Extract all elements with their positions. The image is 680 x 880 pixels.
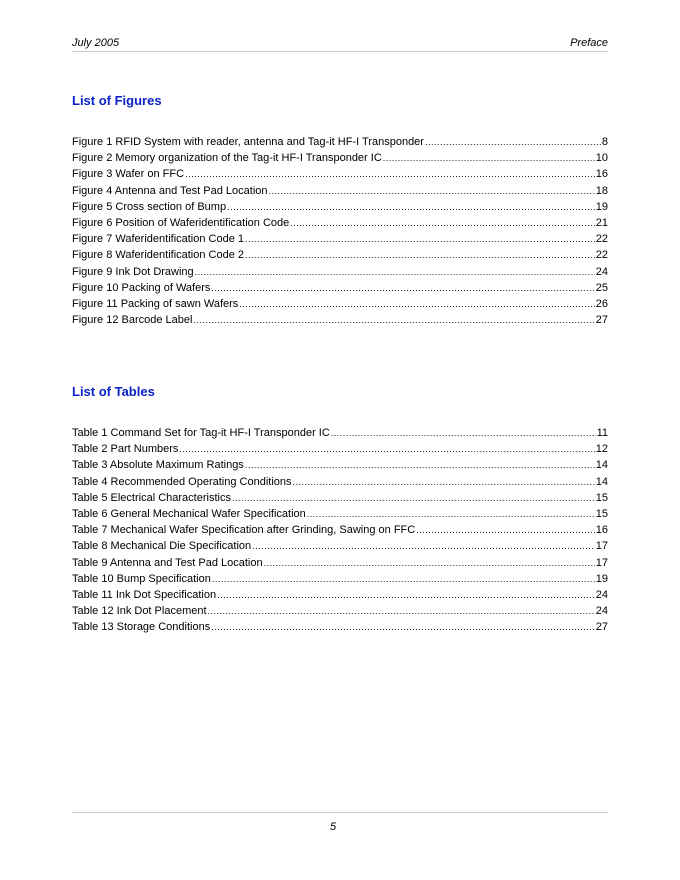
figure-entry-label: Figure 3 Wafer on FFC bbox=[72, 168, 185, 181]
table-entry[interactable] bbox=[72, 619, 608, 635]
header-date: July 2005 bbox=[72, 37, 120, 49]
dot-leader bbox=[212, 571, 595, 587]
table-entry-page: 14 bbox=[595, 459, 608, 472]
dot-leader bbox=[290, 215, 594, 231]
figure-entry-label: Figure 7 Waferidentification Code 1 bbox=[72, 233, 245, 246]
figure-entry[interactable] bbox=[72, 264, 608, 280]
table-entry-label: Table 9 Antenna and Test Pad Location bbox=[72, 556, 263, 569]
table-entry-page: 19 bbox=[595, 572, 608, 585]
figure-entry-label: Figure 8 Waferidentification Code 2 bbox=[72, 249, 245, 262]
dot-leader bbox=[211, 280, 594, 296]
table-entry-label: Table 7 Mechanical Wafer Specification after Grinding, Sawing on FFC bbox=[72, 524, 416, 537]
figure-entry-label: Figure 1 RFID System with reader, antenna and Tag-it HF-I Transponder bbox=[72, 136, 424, 148]
figure-entry[interactable] bbox=[72, 312, 608, 328]
figure-entry-label: Figure 2 Memory organization of the Tag-it HF-I Transponder IC bbox=[72, 152, 382, 165]
dot-leader bbox=[232, 490, 595, 506]
figure-entry-label: Figure 4 Antenna and Test Pad Location bbox=[72, 184, 268, 197]
dot-leader bbox=[217, 587, 595, 603]
figure-entry-page: 26 bbox=[595, 297, 608, 310]
figure-entry[interactable] bbox=[72, 166, 608, 182]
figure-entry-page: 18 bbox=[595, 184, 608, 197]
figure-entry[interactable] bbox=[72, 134, 608, 150]
dot-leader bbox=[195, 264, 595, 280]
table-entry[interactable] bbox=[72, 425, 608, 441]
dot-leader bbox=[179, 441, 594, 457]
figure-entry-page: 24 bbox=[595, 265, 608, 278]
dot-leader bbox=[245, 231, 595, 247]
table-entry-page: 17 bbox=[595, 556, 608, 569]
table-entry[interactable] bbox=[72, 490, 608, 506]
dot-leader bbox=[245, 247, 595, 263]
table-entry-label: Table 8 Mechanical Die Specification bbox=[72, 540, 252, 553]
table-entry-label: Table 12 Ink Dot Placement bbox=[72, 605, 207, 618]
figure-entry-label: Figure 5 Cross section of Bump bbox=[72, 200, 227, 213]
figure-entry[interactable] bbox=[72, 150, 608, 166]
figure-entry-page: 25 bbox=[595, 281, 608, 294]
list-of-figures-title: List of Figures bbox=[72, 93, 162, 108]
figure-entry-label: Figure 9 Ink Dot Drawing bbox=[72, 265, 194, 278]
figure-entry[interactable] bbox=[72, 280, 608, 296]
table-entry[interactable] bbox=[72, 441, 608, 457]
table-entry-label: Table 6 General Mechanical Wafer Specification bbox=[72, 507, 306, 520]
dot-leader bbox=[425, 134, 601, 150]
dot-leader bbox=[252, 538, 595, 554]
figure-entry-page: 16 bbox=[595, 168, 608, 181]
table-entry[interactable] bbox=[72, 457, 608, 473]
table-entry-label: Table 1 Command Set for Tag-it HF-I Transponder IC bbox=[72, 427, 330, 439]
table-entry[interactable] bbox=[72, 538, 608, 554]
table-entry[interactable] bbox=[72, 506, 608, 522]
table-entry-page: 15 bbox=[595, 491, 608, 504]
figure-entry[interactable] bbox=[72, 183, 608, 199]
dot-leader bbox=[185, 166, 595, 182]
figure-entry[interactable] bbox=[72, 199, 608, 215]
figure-entry-page: 10 bbox=[595, 152, 608, 165]
dot-leader bbox=[227, 199, 595, 215]
figure-entry-page: 22 bbox=[595, 249, 608, 262]
page-header bbox=[72, 37, 608, 52]
dot-leader bbox=[416, 522, 595, 538]
table-entry-page: 24 bbox=[595, 588, 608, 601]
list-of-tables-title: List of Tables bbox=[72, 384, 155, 399]
table-entry-label: Table 4 Recommended Operating Conditions bbox=[72, 475, 292, 488]
table-entry-label: Table 3 Absolute Maximum Ratings bbox=[72, 459, 244, 472]
figure-entry-label: Figure 11 Packing of sawn Wafers bbox=[72, 297, 239, 310]
table-entry-page: 17 bbox=[595, 540, 608, 553]
dot-leader bbox=[307, 506, 595, 522]
figure-entry-label: Figure 12 Barcode Label bbox=[72, 314, 193, 327]
figure-entry-page: 8 bbox=[601, 136, 608, 148]
dot-leader bbox=[264, 555, 595, 571]
table-entry[interactable] bbox=[72, 522, 608, 538]
figure-entry[interactable] bbox=[72, 215, 608, 231]
table-entry-page: 24 bbox=[595, 605, 608, 618]
dot-leader bbox=[383, 150, 595, 166]
dot-leader bbox=[293, 474, 595, 490]
header-section: Preface bbox=[570, 37, 608, 49]
figure-entry-page: 27 bbox=[595, 314, 608, 327]
table-entry-label: Table 11 Ink Dot Specification bbox=[72, 588, 217, 601]
dot-leader bbox=[331, 425, 596, 441]
table-entry[interactable] bbox=[72, 587, 608, 603]
figure-entry[interactable] bbox=[72, 247, 608, 263]
figures-list bbox=[72, 134, 608, 328]
dot-leader bbox=[193, 312, 594, 328]
dot-leader bbox=[245, 457, 595, 473]
table-entry-page: 15 bbox=[595, 507, 608, 520]
table-entry-page: 12 bbox=[595, 443, 608, 456]
page-number-text: 5 bbox=[329, 821, 337, 833]
table-entry-label: Table 5 Electrical Characteristics bbox=[72, 491, 231, 504]
footer-rule bbox=[72, 812, 608, 813]
table-entry-page: 16 bbox=[595, 524, 608, 537]
figure-entry[interactable] bbox=[72, 231, 608, 247]
figure-entry-label: Figure 6 Position of Waferidentification Code bbox=[72, 216, 290, 229]
dot-leader bbox=[269, 183, 595, 199]
table-entry-page: 14 bbox=[595, 475, 608, 488]
dot-leader bbox=[239, 296, 594, 312]
table-entry[interactable] bbox=[72, 571, 608, 587]
table-entry-page: 27 bbox=[595, 621, 608, 634]
table-entry[interactable] bbox=[72, 474, 608, 490]
table-entry-page: 11 bbox=[596, 427, 608, 439]
figure-entry-page: 22 bbox=[595, 233, 608, 246]
tables-list bbox=[72, 425, 608, 635]
dot-leader bbox=[211, 619, 595, 635]
table-entry[interactable] bbox=[72, 603, 608, 619]
table-entry-label: Table 13 Storage Conditions bbox=[72, 621, 211, 634]
figure-entry-label: Figure 10 Packing of Wafers bbox=[72, 281, 211, 294]
figure-entry-page: 21 bbox=[595, 216, 608, 229]
table-entry-label: Table 10 Bump Specification bbox=[72, 572, 211, 585]
table-entry[interactable] bbox=[72, 555, 608, 571]
dot-leader bbox=[208, 603, 595, 619]
page-number bbox=[0, 821, 680, 833]
table-entry-label: Table 2 Part Numbers bbox=[72, 443, 179, 456]
figure-entry[interactable] bbox=[72, 296, 608, 312]
figure-entry-page: 19 bbox=[595, 200, 608, 213]
